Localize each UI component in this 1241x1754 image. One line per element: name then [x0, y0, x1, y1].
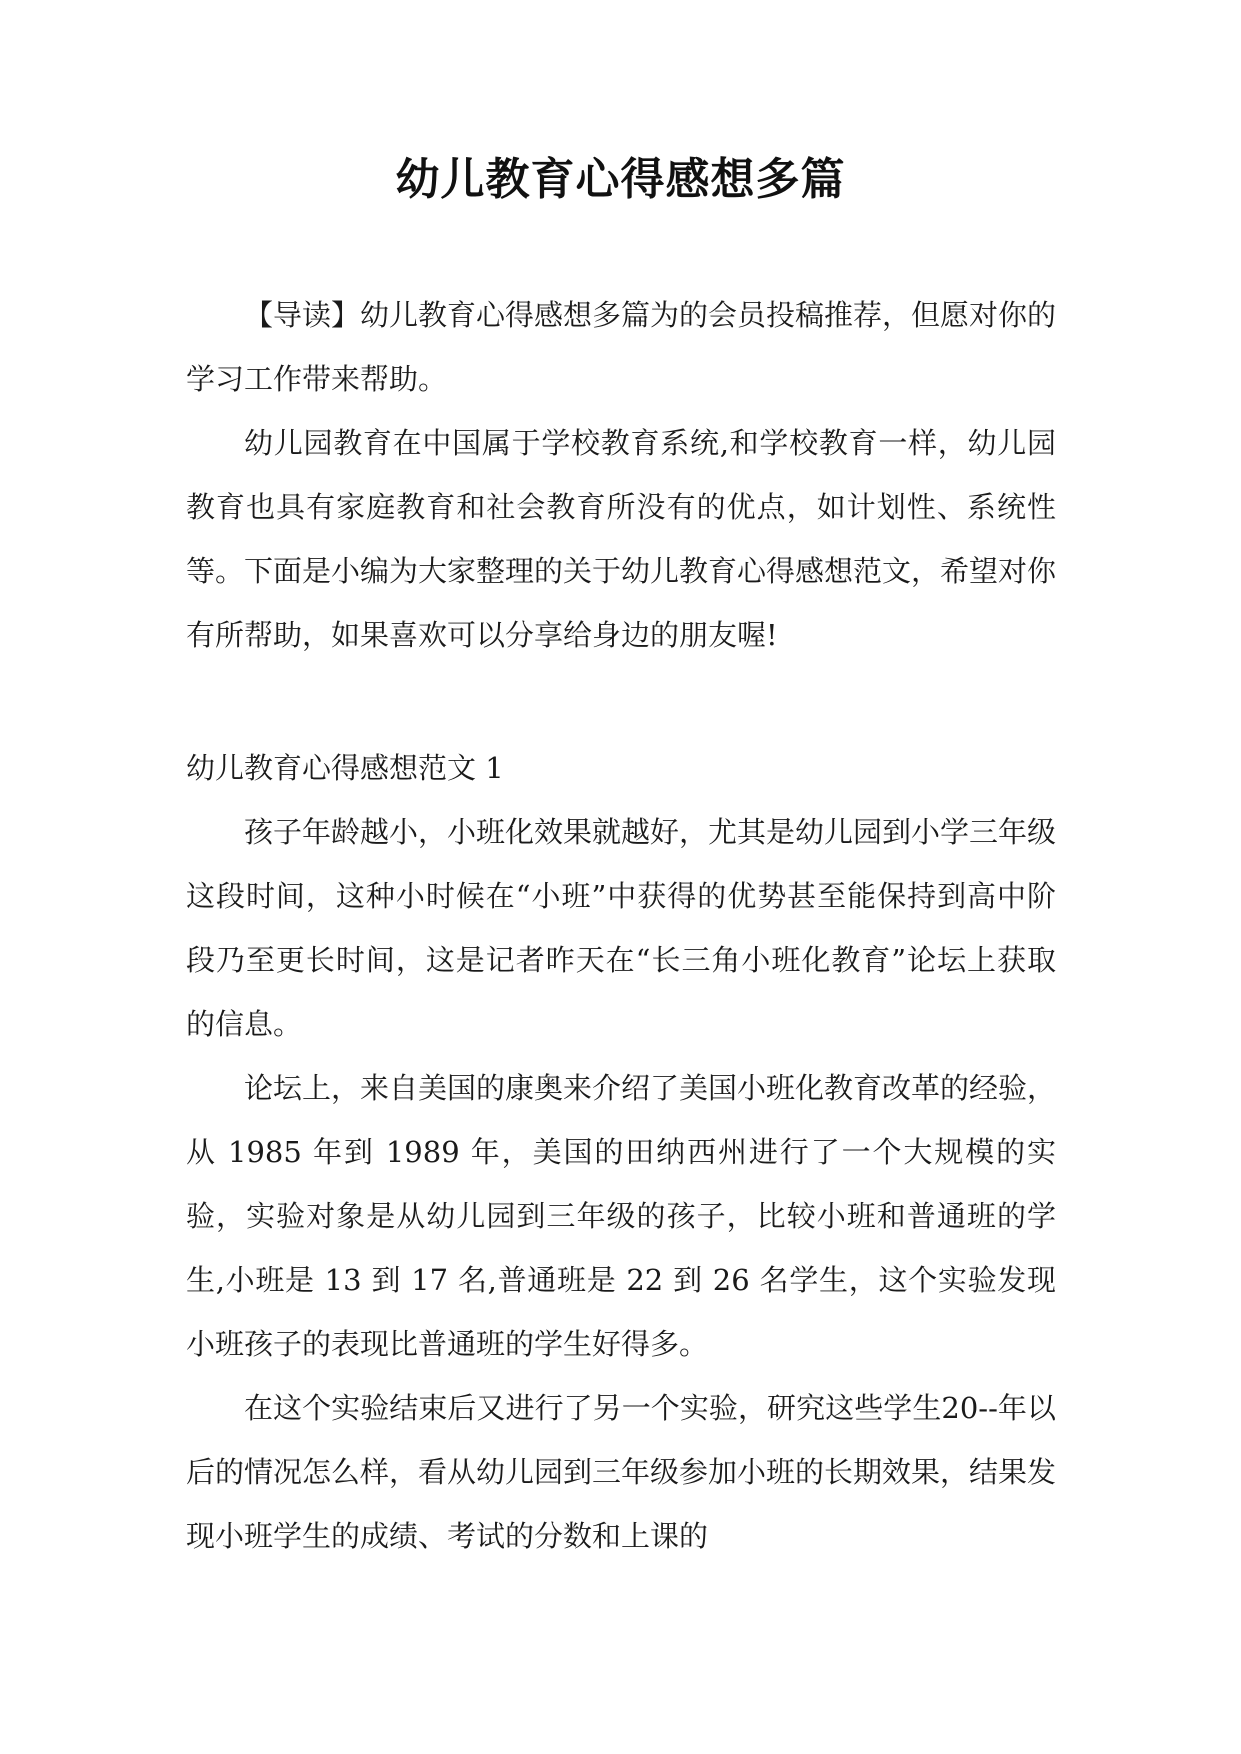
intro-block — [186, 283, 1056, 667]
intro-paragraph: 幼儿园教育在中国属于学校教育系统,和学校教育一样，幼儿园教育也具有家庭教育和社会教育所没有的优点，如计划性、系统性等。下面是小编为大家整理的关于幼儿教育心得感想范文，希望对你有所帮助，如果喜欢可以分享给身边的朋友喔! — [186, 426, 1057, 652]
section-paragraph: 论坛上，来自美国的康奥来介绍了美国小班化教育改革的经验，从 1985 年到 1989 年，美国的田纳西州进行了一个大规模的实验，实验对象是从幼儿园到三年级的孩子，比较小班和普通班的学生,小班是 13 到 17 名,普通班是 22 到 26 名学生，这个实验发现小班孩子的表现比普通班的学生好得多。 — [186, 1071, 1057, 1361]
section-paragraph: 孩子年龄越小，小班化效果就越好，尤其是幼儿园到小学三年级这段时间，这种小时候在“小班”中获得的优势甚至能保持到高中阶段乃至更长时间，这是记者昨天在“长三角小班化教育”论坛上获取的信息。 — [186, 815, 1057, 1041]
intro-paragraph: 【导读】幼儿教育心得感想多篇为的会员投稿推荐，但愿对你的学习工作带来帮助。 — [186, 298, 1057, 396]
section-heading: 幼儿教育心得感想范文 1 — [186, 751, 504, 785]
document-title: 幼儿教育心得感想多篇 — [395, 154, 846, 205]
section-block — [186, 736, 1056, 1568]
section-paragraph: 在这个实验结束后又进行了另一个实验，研究这些学生20--年以后的情况怎么样，看从幼儿园到三年级参加小班的长期效果，结果发现小班学生的成绩、考试的分数和上课的 — [186, 1391, 1057, 1553]
